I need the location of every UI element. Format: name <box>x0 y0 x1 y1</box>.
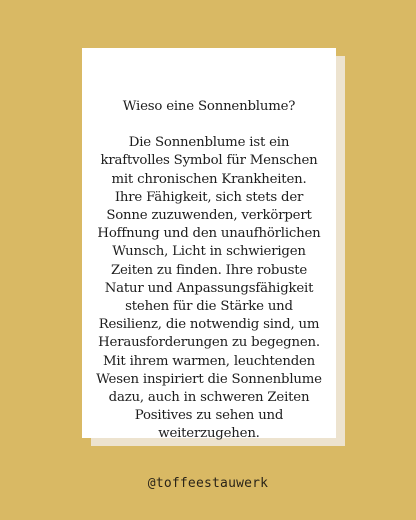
card-heading: Wieso eine Sonnenblume? <box>122 99 296 114</box>
social-handle: @toffeestauwerk <box>147 476 269 491</box>
text-card <box>82 48 336 442</box>
card-content <box>82 98 336 444</box>
card-body: Die Sonnenblume ist ein kraftvolles Symbol für Menschen mit chronischen Krankheiten. Ihre Fähigkeit, sich stets der Sonne zuzuwenden, verkörpert Hoffnung und den unaufhörlichen Wunsch, Licht in schwierigen Zeiten zu finden. Ihre robuste Natur und Anpassungsfähigkeit stehen für die Stärke und Resilienz, die notwendig sind, um Herausforderungen zu begegnen. Mit ihrem warmen, leuchtenden Wesen inspiriert die Sonnenblume dazu, auch in schweren Zeiten Positives zu sehen und weiterzugehen. <box>96 135 322 442</box>
